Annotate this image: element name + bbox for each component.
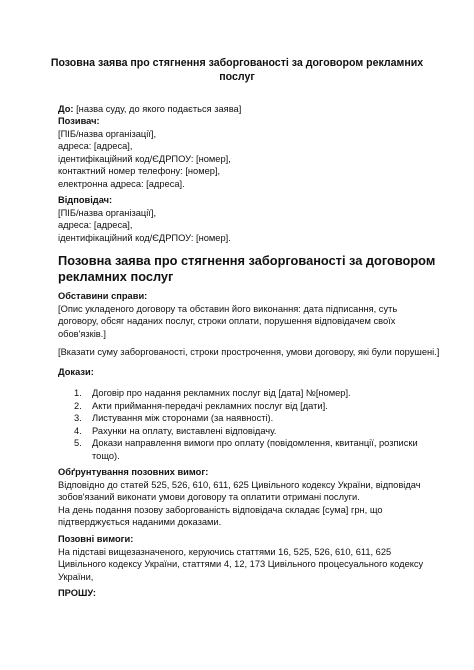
to-label: До: [58, 104, 74, 114]
circumstances-line: обов'язків.] [58, 328, 106, 339]
evidence-list [74, 387, 430, 462]
evidence-label: Докази: [58, 367, 94, 377]
claims-label: Позовні вимоги: [58, 534, 134, 544]
justification-line: На день подання позову заборгованість відповідача складає [сума] грн, що [58, 504, 383, 515]
plaintiff-label: Позивач: [58, 116, 100, 126]
request-label: ПРОШУ: [58, 588, 96, 598]
item-text: Докази направлення вимоги про оплату (повідомлення, квитанції, розписки [92, 438, 418, 448]
justification-section [58, 466, 430, 529]
section-heading [58, 253, 436, 285]
item-number: 1. [74, 388, 82, 398]
plaintiff-line: [ПІБ/назва організації], [58, 128, 157, 139]
title-line: Позовна заява про стягнення заборгованості за договором рекламних [50, 57, 424, 69]
title-line: послуг [219, 71, 255, 83]
item-text: Листування між сторонами (за наявності). [92, 413, 274, 423]
item-number: 5. [74, 438, 82, 448]
circumstances-section [58, 290, 430, 340]
court-addressee [58, 103, 430, 116]
item-text: Договір про надання рекламних послуг від [дата] №[номер]. [92, 388, 351, 398]
evidence-item [74, 387, 430, 400]
defendant-line: адреса: [адреса], [58, 220, 133, 230]
defendant-line: ідентифікаційний код/ЄДРПОУ: [номер]. [58, 232, 231, 243]
debt-details [58, 346, 440, 359]
heading-line: рекламних послуг [58, 269, 174, 284]
item-number: 4. [74, 425, 82, 436]
claims-line: На підставі вищезазначеного, керуючись статтями 16, 525, 526, 610, 611, 625 [58, 546, 392, 557]
item-text: Рахунки на оплату, виставлені відповідачу. [92, 425, 277, 436]
document-title [40, 56, 434, 84]
defendant-label: Відповідач: [58, 195, 113, 205]
evidence-item [74, 437, 430, 462]
item-text: Акти приймання-передачі рекламних послуг від [дати]. [92, 400, 328, 411]
heading-line: Позовна заява про стягнення заборгованості за договором [58, 253, 436, 268]
plaintiff-line: електронна адреса: [адреса]. [58, 178, 185, 189]
plaintiff-section [58, 115, 430, 190]
evidence-item [74, 412, 430, 425]
plaintiff-line: ідентифікаційний код/ЄДРПОУ: [номер], [58, 153, 231, 164]
plaintiff-line: адреса: [адреса], [58, 141, 133, 151]
defendant-line: [ПІБ/назва організації], [58, 207, 157, 218]
circumstances-line: [Опис укладеного договору та обставин його виконання: дата підписання, суть [58, 303, 398, 314]
claims-line: Цивільного кодексу України, статтями 4, 12, 173 Цивільного процесуального кодексу [58, 559, 424, 569]
claims-line: України, [58, 571, 94, 582]
evidence-section [58, 366, 430, 379]
circumstances-line: договору, обсяг наданих послуг, строки оплати, порушення відповідачем своїх [58, 316, 396, 326]
item-number: 3. [74, 413, 82, 423]
justification-line: Відповідно до статей 525, 526, 610, 611, 625 Цивільного кодексу України, відповідач [58, 479, 421, 490]
justification-line: підтверджується наданими доказами. [58, 517, 222, 527]
to-value: [назва суду, до якого подається заява] [73, 104, 242, 114]
debt-line: [Вказати суму заборгованості, строки прострочення, умови договору, які були порушені.] [58, 347, 440, 357]
plaintiff-line: контактний номер телефону: [номер], [58, 166, 221, 176]
justification-line: зобов'язаний виконати умови договору та оплатити отримані послуги. [58, 492, 360, 502]
item-text: тощо). [92, 450, 120, 461]
justification-label: Обґрунтування позовних вимог: [58, 467, 209, 477]
circumstances-label: Обставини справи: [58, 291, 148, 301]
evidence-item [74, 425, 430, 438]
evidence-item [74, 400, 430, 413]
request-section [58, 587, 430, 600]
item-number: 2. [74, 400, 82, 411]
claims-section [58, 533, 430, 583]
defendant-section [58, 194, 430, 244]
